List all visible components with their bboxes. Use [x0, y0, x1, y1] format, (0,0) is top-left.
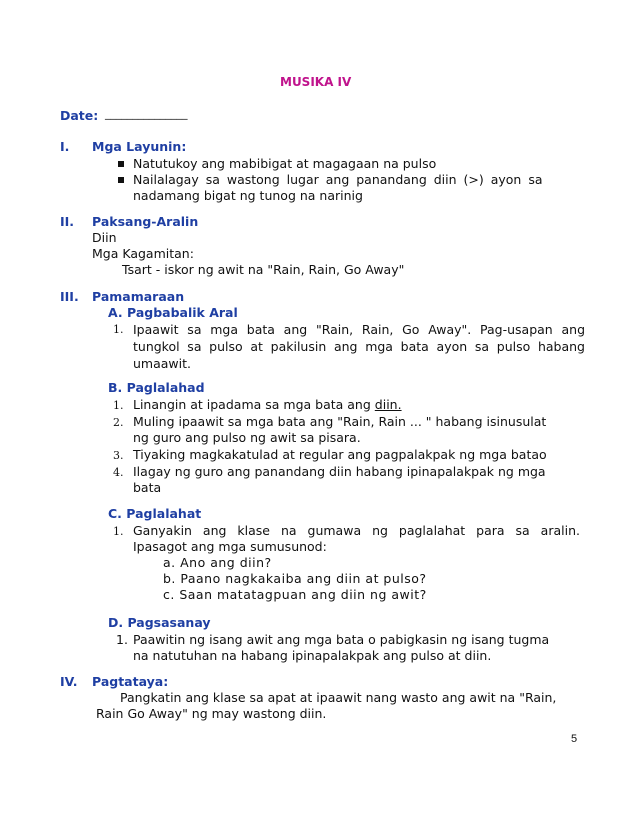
section-iv-roman: IV. — [60, 674, 78, 689]
item-number: 2. — [113, 416, 124, 429]
date-blank: _______________ — [105, 107, 188, 120]
objective-item: Natutukoy ang mabibigat at magagaan na pulso — [133, 156, 437, 171]
list-item — [133, 397, 402, 413]
subsection-a-heading: A. Pagbabalik Aral — [108, 305, 238, 320]
section-iv-heading: Pagtataya: — [92, 674, 169, 689]
list-item-continued: ng guro ang pulso ng awit sa pisara. — [133, 430, 361, 445]
materials-label: Mga Kagamitan: — [92, 246, 194, 261]
item-number: 1. — [113, 323, 124, 336]
question-item: a. Ano ang diin? — [163, 555, 272, 570]
list-item-continued: Ipasagot ang mga sumusunod: — [133, 539, 327, 554]
item-number: 4. — [113, 466, 124, 479]
item-number: 1. — [113, 399, 124, 412]
page-title: MUSIKA IV — [280, 75, 352, 89]
section-ii-heading: Paksang-Aralin — [92, 214, 199, 229]
item-number: 3. — [113, 449, 124, 462]
section-i-heading: Mga Layunin: — [92, 139, 187, 154]
question-item: b. Paano nagkakaiba ang diin at pulso? — [163, 571, 427, 586]
bullet-icon — [118, 161, 124, 167]
objective-item: Nailalagay sa wastong lugar ang panandang diin (>) ayon sa — [133, 172, 543, 187]
subsection-c-heading: C. Paglalahat — [108, 506, 202, 521]
section-i-roman: I. — [60, 139, 70, 154]
subsection-b-heading: B. Paglalahad — [108, 380, 205, 395]
list-item: Ganyakin ang klase na gumawa ng paglalahat para sa aralin. — [133, 523, 580, 538]
section-iii-roman: III. — [60, 289, 79, 304]
list-item: Tiyaking magkakatulad at regular ang pagpalakpak ng mga batao — [133, 447, 547, 462]
objective-item-continued: nadamang bigat ng tunog na narinig — [133, 188, 363, 203]
list-item: Ilagay ng guro ang panandang diin habang ipinapalakpak ng mga — [133, 464, 546, 479]
topic-text: Diin — [92, 230, 117, 245]
section-iii-heading: Pamamaraan — [92, 289, 185, 304]
materials-text: Tsart - iskor ng awit na "Rain, Rain, Go Away" — [122, 262, 405, 277]
item-number: 1. — [116, 632, 128, 647]
assessment-text-continued: Rain Go Away" ng may wastong diin. — [96, 706, 327, 721]
underlined-word: diin. — [374, 397, 402, 412]
subsection-d-heading: D. Pagsasanay — [108, 615, 211, 630]
question-item: c. Saan matatagpuan ang diin ng awit? — [163, 587, 427, 602]
list-item-continued: na natutuhan na habang ipinapalakpak ang pulso at diin. — [133, 648, 492, 663]
page-number: 5 — [571, 733, 578, 745]
bullet-icon — [118, 177, 124, 183]
section-ii-roman: II. — [60, 214, 75, 229]
list-item: Muling ipaawit sa mga bata ang "Rain, Rain ... " habang isinusulat — [133, 414, 547, 429]
item-number: 1. — [113, 525, 124, 538]
assessment-text: Pangkatin ang klase sa apat at ipaawit nang wasto ang awit na "Rain, — [120, 690, 557, 705]
list-item-text: Linangin at ipadama sa mga bata ang — [133, 397, 371, 412]
list-item: Paawitin ng isang awit ang mga bata o pabigkasin ng isang tugma — [133, 632, 550, 647]
list-item: Ipaawit sa mga bata ang "Rain, Rain, Go Away". Pag-usapan ang tungkol sa pulso at pakilusin ang mga bata ayon sa pulso habang umaawit. — [133, 322, 585, 371]
list-item-continued: bata — [133, 480, 162, 495]
date-label: Date: — [60, 108, 99, 123]
